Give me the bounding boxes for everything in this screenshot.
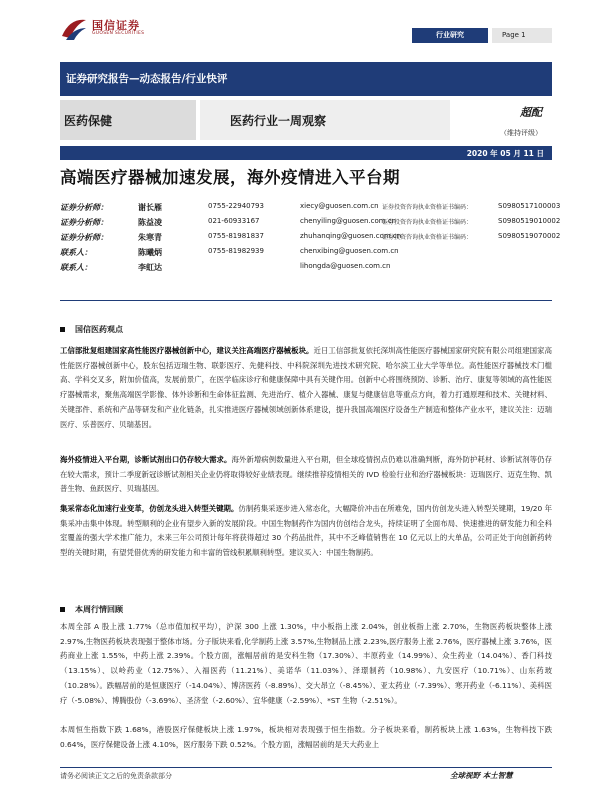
contact-role: 联系人： <box>60 248 92 257</box>
license-label: 证券投资咨询执业资格证书编码： <box>382 204 473 211</box>
paragraph-epidemic <box>60 453 552 497</box>
brand-name-en: GUOSEN SECURITIES <box>92 31 145 36</box>
bullet-square-icon <box>60 607 65 612</box>
top-bar <box>412 28 552 43</box>
paragraph-devices <box>60 344 552 432</box>
brand-logo <box>60 16 170 42</box>
paragraph-lead: 集采常态化加速行业变革，仿创龙头进入转型关键期。 <box>60 504 239 513</box>
section-title-market: 本周行情回顾 <box>60 604 123 615</box>
analyst-role: 证券分析师： <box>60 233 108 242</box>
analyst-list <box>60 202 570 277</box>
section-title-views: 国信医药观点 <box>60 324 123 335</box>
banner-text: 证券研究报告—动态报告/行业快评 <box>66 73 228 85</box>
report-category-tag: 行业研究 <box>412 28 488 43</box>
paragraph-a-share <box>60 620 552 708</box>
analyst-email[interactable]: zhuhanqing@guosen.com.cn <box>300 232 402 240</box>
rating-note: （维持评级） <box>500 129 542 137</box>
paragraph-body: 海外新增病例数量进入平台期，但全球疫情拐点仍难以准确判断，海外防护耗材、诊断试剂等仍存在较大需求，预计二季度新冠诊断试剂相关企业仍将取得较好业绩表现。继续推荐疫情相关的 IVD 检验行业和治疗器械板块：迈瑞医疗、迈克生物、凯普生物、鱼跃医疗、贝瑞基因。 <box>60 455 552 494</box>
footer-divider <box>60 767 552 768</box>
rating-label: 超配 <box>520 106 542 119</box>
analyst-phone: 0755-81981837 <box>208 232 264 240</box>
license-label: 证券投资咨询执业资格证书编码： <box>382 234 473 241</box>
report-date: 2020 年 05 月 11 日 <box>466 149 544 158</box>
slogan: 全球视野 本土智慧 <box>450 771 513 780</box>
analyst-name: 朱寒青 <box>138 233 162 242</box>
analyst-phone: 0755-22940793 <box>208 202 264 210</box>
contact-row <box>60 247 570 262</box>
contact-name: 李虹达 <box>138 263 162 272</box>
paragraph-body: 仿制药集采逐步进入常态化，大幅降价冲击在所难免，国内仿创龙头进入转型关键期，19/20 年集采冲击集中体现。转型顺利的企业有望步入新的发展阶段。中国生物制药作为国内仿创结合龙头，持续证明了全面布局、快速推进的研发能力和全科室覆盖的强大学术推广能力，未来三年公司预计每年将获得超过 30 个药品批件，其中不乏峰值销售在 10 亿元以上的大单品，公司正处于向创新药转型的关键时期，有望凭借优秀的研发能力和丰富的管线积累顺利转型。建议买入：中国生物制药。 <box>60 504 552 558</box>
contact-name: 陈曦炳 <box>138 248 162 257</box>
analyst-role: 证券分析师： <box>60 203 108 212</box>
contact-email[interactable]: chenxibing@guosen.com.cn <box>300 247 399 255</box>
report-type-label: 医药行业一周观察 <box>230 114 327 128</box>
analyst-name: 谢长雁 <box>138 203 162 212</box>
bullet-square-icon <box>60 327 65 332</box>
date-bar <box>60 146 552 160</box>
analyst-email[interactable]: xiecy@guosen.com.cn <box>300 202 379 210</box>
page-number: Page 1 <box>492 28 552 43</box>
license-number: S0980517100003 <box>498 202 561 210</box>
analyst-row <box>60 202 570 217</box>
license-number: S0980519010002 <box>498 217 561 225</box>
sector-label: 医药保健 <box>64 114 113 128</box>
analyst-phone: 021-60933167 <box>208 217 260 225</box>
paragraph-body: 近日工信部批复依托深圳高性能医疗器械国家研究院有限公司组建国家高性能医疗器械创新中心，股东包括迈瑞生物、联影医疗、先健科技、中科院深圳先进技术研究院、哈尔滨工业大学等单位。高性能医疗器械技术门槛高、学科交叉多，附加价值高，发展前景广，在医学临床诊疗和健康保障中具有关键作用。创新中心将围绕预防、诊断、治疗、康复等领域的高性能医疗器械需求，聚焦高端医学影像、体外诊断和生命体征监测、先进治疗、植介入器械、康复与健康信息等重点方向，着力打通原理和技术、关键材料、关键部件、系统和产品等研发和产业化链条，扎实推进医疗器械领域创新体系建设，提升我国高端医疗设备生产制造和整体产业水平，建议关注：迈瑞医疗、乐普医疗、贝瑞基因。 <box>60 346 552 429</box>
contact-role: 联系人： <box>60 263 92 272</box>
paragraph-body: 本周全部 A 股上涨 1.77%（总市值加权平均），沪深 300 上涨 1.30%，中小板指上涨 2.04%，创业板指上涨 2.70%，生物医药板块整体上涨 2.97%,生物医药板块表现强于整体市场。分子版块来看,化学制药上涨 3.57%,生物制品上涨 2.23%,医疗服务上涨 2.76%，医疗器械上涨 3.76%，医药商业上涨 1.55%，中药上涨 2.39%。个股方面，涨幅居前的是安科生物（17.30%）、丰原药业（14.99%）、众生药业（14.04%）、香门科技（13.15%）、以岭药业（12.75%）、入福医药（11.21%）、美诺华（11.03%）、泽璟制药（10.98%）、九安医疗（10.71%）、山东药玻（10.28%）。跌幅居前的是恒康医疗（-14.04%）、博济医药（-8.89%）、交大昂立（-8.45%）、亚太药业（-7.39%）、寒开药业（-6.11%）、美科医疗（-5.08%）、博腾股份（-3.69%）、圣济堂（-2.60%）、宜华健康（-2.59%）、*ST 生物（-2.51%）。 <box>60 622 552 705</box>
analyst-role: 证券分析师： <box>60 218 108 227</box>
paragraph-body: 本周恒生指数下跌 1.68%，港股医疗保健板块上涨 1.97%，板块相对表现强于恒生指数。分子板块来看，制药板块上涨 1.63%，生物科技下跌 0.64%，医疗保健设备上涨 4.10%，医疗服务下跌 0.52%。个股方面，涨幅居前的是天大药业上 <box>60 725 552 749</box>
disclaimer-note: 请务必阅读正文之后的免责条款部分 <box>60 772 172 780</box>
contact-phone: 0755-81982939 <box>208 247 264 255</box>
analyst-name: 陈益凌 <box>138 218 162 227</box>
analyst-row <box>60 217 570 232</box>
brand-mark-icon <box>60 16 88 42</box>
paragraph-lead: 工信部批复组建国家高性能医疗器械创新中心，建议关注高端医疗器械板块。 <box>60 346 314 355</box>
report-type-box <box>200 100 450 140</box>
brand-name-cn: 国信证券 <box>92 19 140 32</box>
license-label: 证券投资咨询执业资格证书编码： <box>382 219 473 226</box>
sector-box <box>60 100 196 140</box>
license-number: S0980519070002 <box>498 232 561 240</box>
contact-email[interactable]: lihongda@guosen.com.cn <box>300 262 391 270</box>
paragraph-hk <box>60 723 552 752</box>
analyst-email[interactable]: chenyiling@guosen.com.cn <box>300 217 397 225</box>
analyst-row <box>60 232 570 247</box>
divider <box>60 300 552 301</box>
contact-row <box>60 262 570 277</box>
paragraph-procurement <box>60 502 552 561</box>
page-title: 高端医疗器械加速发展，海外疫情进入平台期 <box>60 168 400 187</box>
paragraph-lead: 海外疫情进入平台期，诊断试剂出口仍存较大需求。 <box>60 455 232 464</box>
report-banner <box>60 62 552 96</box>
